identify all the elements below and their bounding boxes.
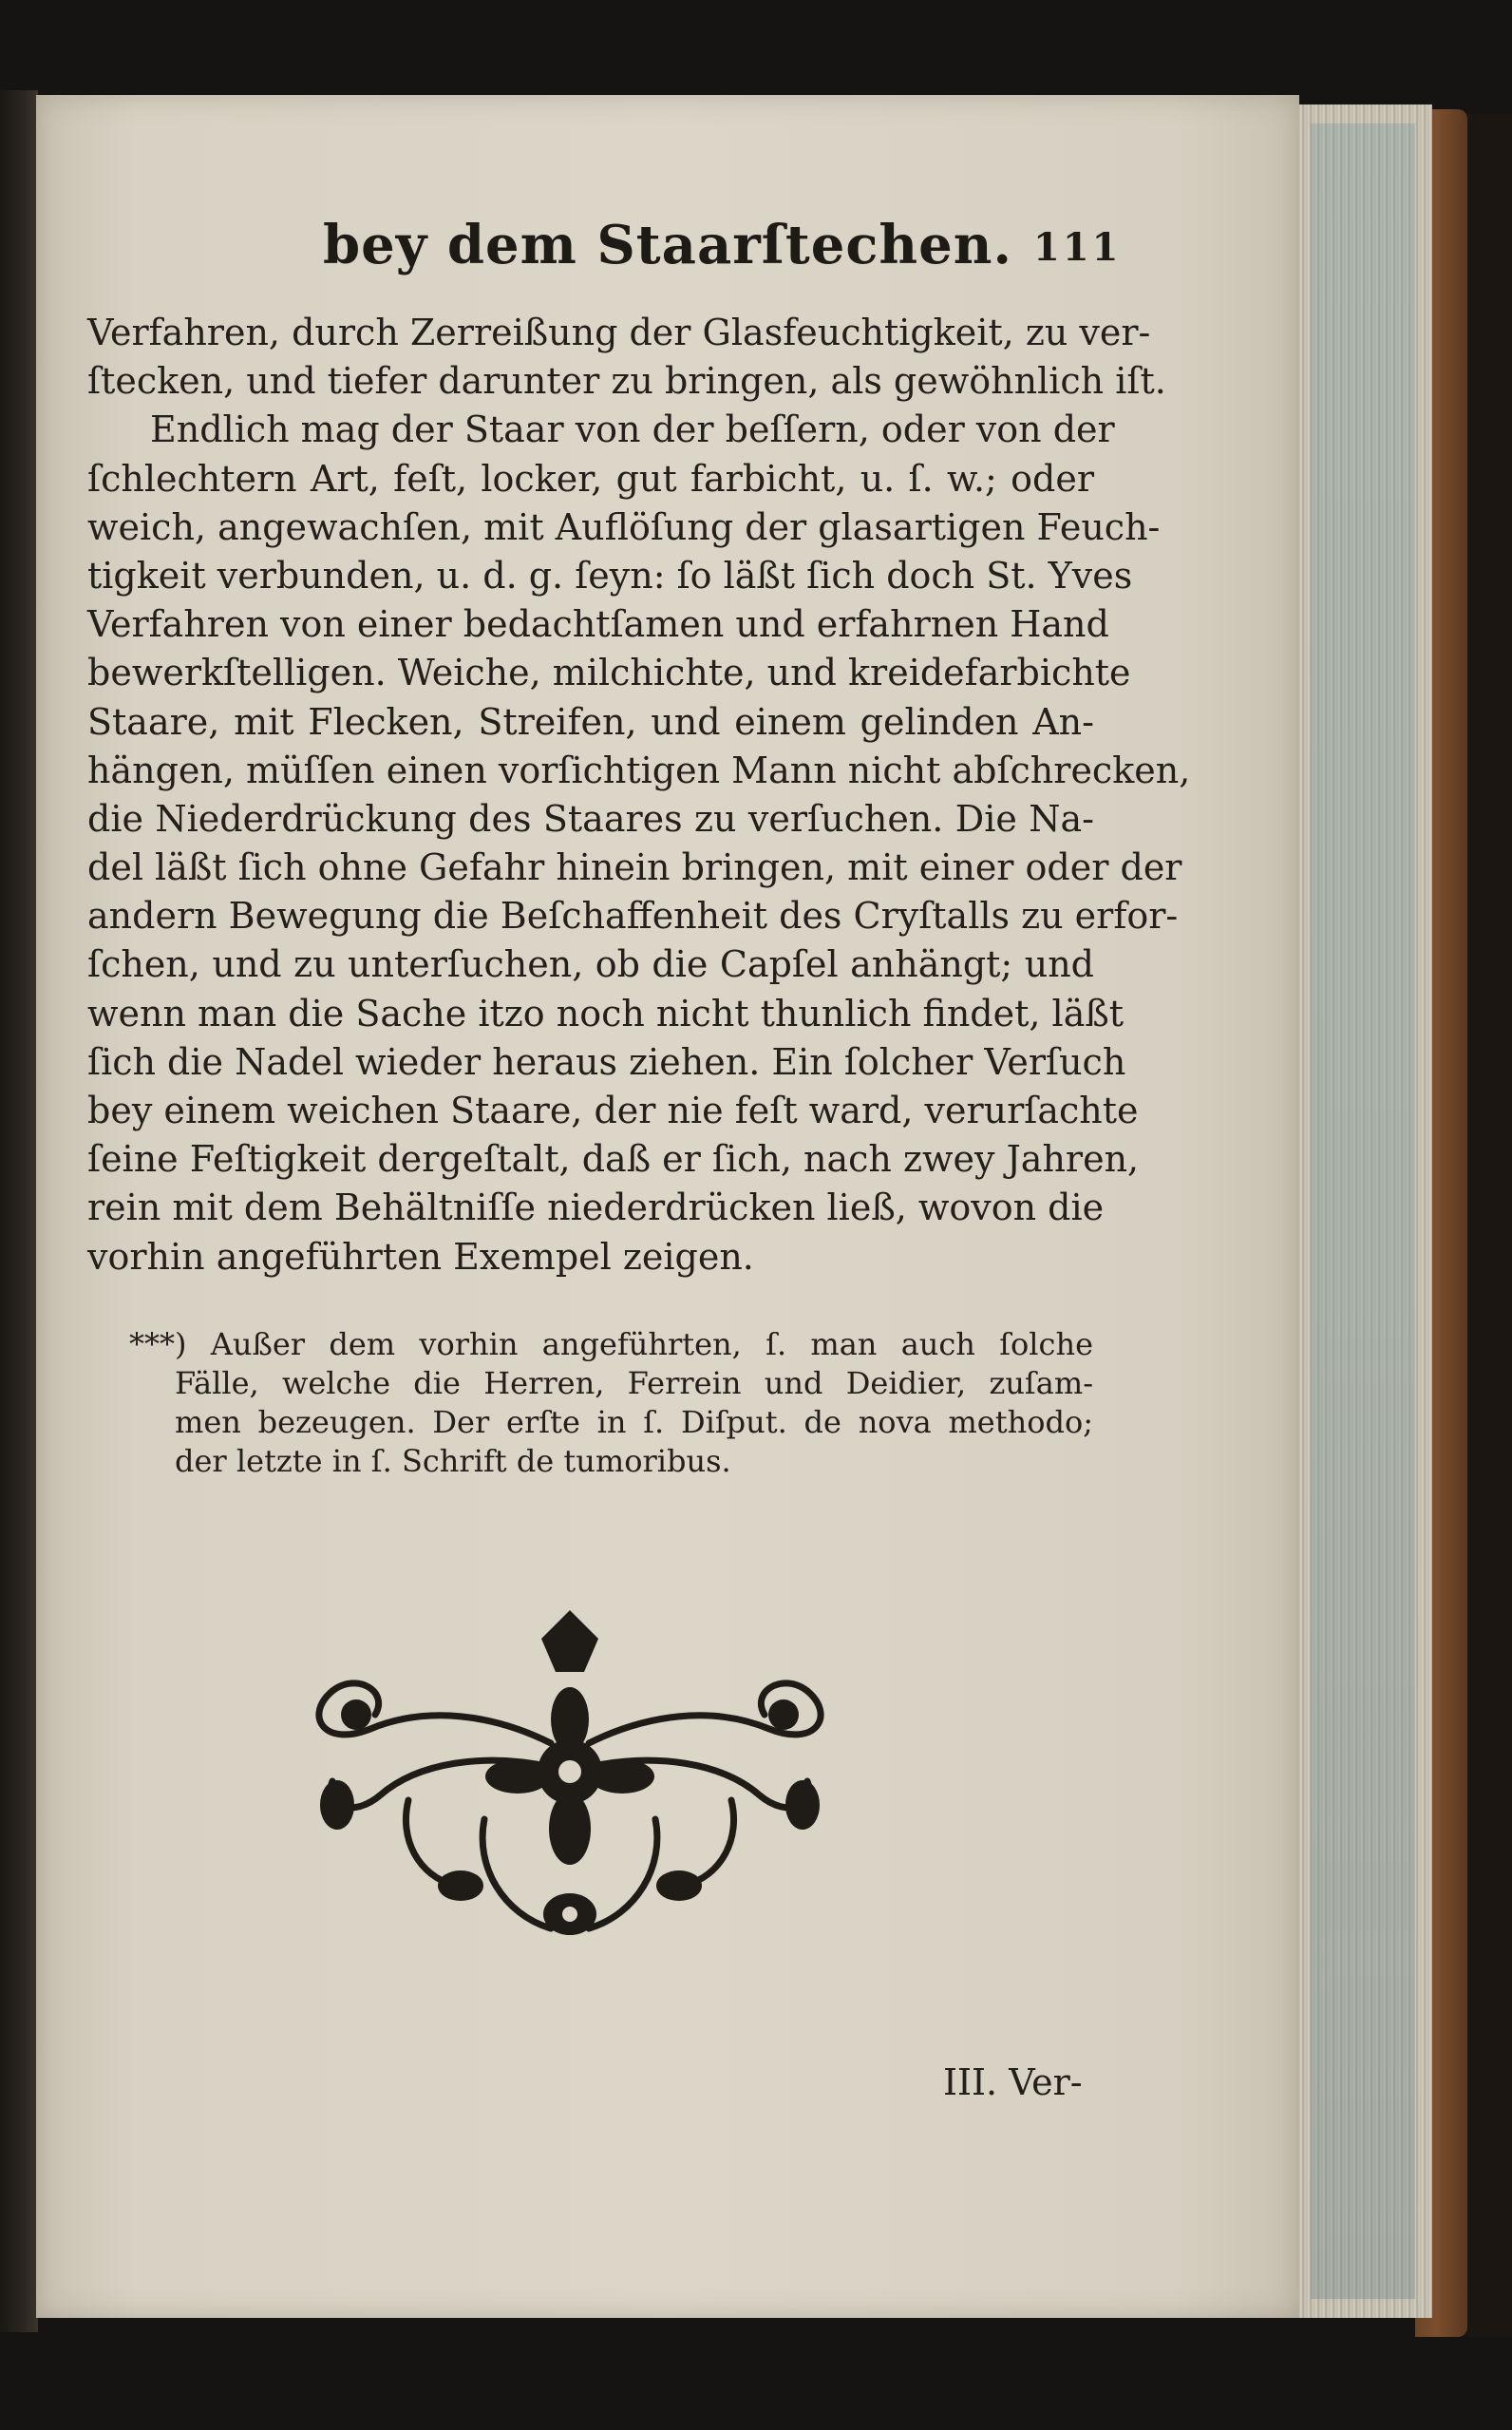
footnote (129, 1325, 1093, 1481)
ornament-flower-eye (558, 1760, 581, 1783)
body-line: ſich die Nadel wieder heraus ziehen. Ein ſolcher Verſuch (87, 1040, 1126, 1083)
page-edge-tint (1311, 123, 1415, 2299)
body-line: andern Bewegung die Beſchaffenheit des Cryſtalls zu erfor- (87, 895, 1179, 938)
ornament-bloom-eye (562, 1907, 577, 1922)
body-line: vorhin angeführten Exempel zeigen. (87, 1235, 754, 1278)
body-line: ſchen, und zu unterſuchen, ob die Capſel anhängt; und (87, 943, 1094, 986)
body-line: ſtecken, und tiefer darunter zu bringen, als gewöhnlich iſt. (87, 360, 1166, 403)
background-right (1467, 114, 1512, 2337)
ornament-tulip-left (320, 1780, 354, 1830)
ornament-droop-right (684, 1800, 734, 1886)
body-text (87, 309, 1191, 1281)
body-line: ſeine Feſtigkeit dergeſtalt, daß er ſich, nach zwey Jahren, (87, 1138, 1140, 1181)
ornament-petal (485, 1759, 550, 1794)
body-line: bewerkſtelligen. Weiche, milchichte, und kreidefarbichte (87, 652, 1131, 694)
ornament-droop-left (406, 1800, 456, 1886)
body-line: wenn man die Sache itzo noch nicht thunlich findet, läßt (87, 992, 1125, 1035)
body-line: Endlich mag der Staar von der beſſern, oder von der (150, 408, 1115, 451)
floral-ornament-icon (266, 1601, 874, 1952)
body-line: die Niederdrückung des Staares zu verſuchen. Die Na- (87, 797, 1094, 840)
body-line: del läßt ſich ohne Gefahr hinein bringen, mit einer oder der (87, 846, 1182, 889)
ornament-bud-left (341, 1699, 371, 1730)
body-line: Verfahren von einer bedachtſamen und erfahrnen Hand (87, 603, 1109, 646)
page-number: 111 (1033, 225, 1122, 270)
footnote-line: ***) Außer dem vorhin angeführten, ſ. man auch ſolche (129, 1326, 1093, 1362)
ornament-leaf (656, 1870, 702, 1901)
ornament-petal (551, 1687, 589, 1752)
footnote-line: der letzte in ſ. Schrift de tumoribus. (175, 1443, 731, 1479)
footnote-line: Fälle, welche die Herren, Ferrein und Deidier, zuſam- (175, 1365, 1093, 1401)
body-line: ſchlechtern Art, feſt, locker, gut farbicht, u. ſ. w.; oder (87, 457, 1094, 500)
ornament-petal (590, 1759, 654, 1794)
footnote-line: men bezeugen. Der erſte in ſ. Diſput. de nova methodo; (175, 1404, 1093, 1440)
ornament-bud-right (768, 1699, 799, 1730)
body-line: bey einem weichen Staare, der nie feſt ward, verurſachte (87, 1090, 1139, 1131)
body-line: weich, angewachſen, mit Auflöſung der glasartigen Feuch- (87, 505, 1161, 548)
catchword: III. Ver- (943, 2061, 1083, 2103)
ornament-leaf (438, 1870, 483, 1901)
ornament-crown (541, 1610, 598, 1672)
body-line: rein mit dem Behältniſſe niederdrücken ließ, wovon die (87, 1187, 1105, 1229)
body-line: hängen, müſſen einen vorſichtigen Mann nicht abſchrecken, (87, 749, 1191, 791)
ornament-petal (549, 1793, 591, 1865)
body-line: Staare, mit Flecken, Streifen, und einem gelinden An- (87, 700, 1094, 743)
left-book-edge (0, 90, 38, 2332)
body-line: tigkeit verbunden, u. d. g. ſeyn: ſo läßt ſich doch St. Yves (87, 554, 1133, 597)
ornament-tulip-right (785, 1780, 820, 1830)
ornament-vine-right (589, 1819, 657, 1928)
running-title: bey dem Staarſtechen. (323, 214, 1012, 276)
ornament-vine-left (482, 1819, 551, 1928)
body-line: Verfahren, durch Zerreißung der Glasfeuchtigkeit, zu ver- (87, 312, 1151, 353)
